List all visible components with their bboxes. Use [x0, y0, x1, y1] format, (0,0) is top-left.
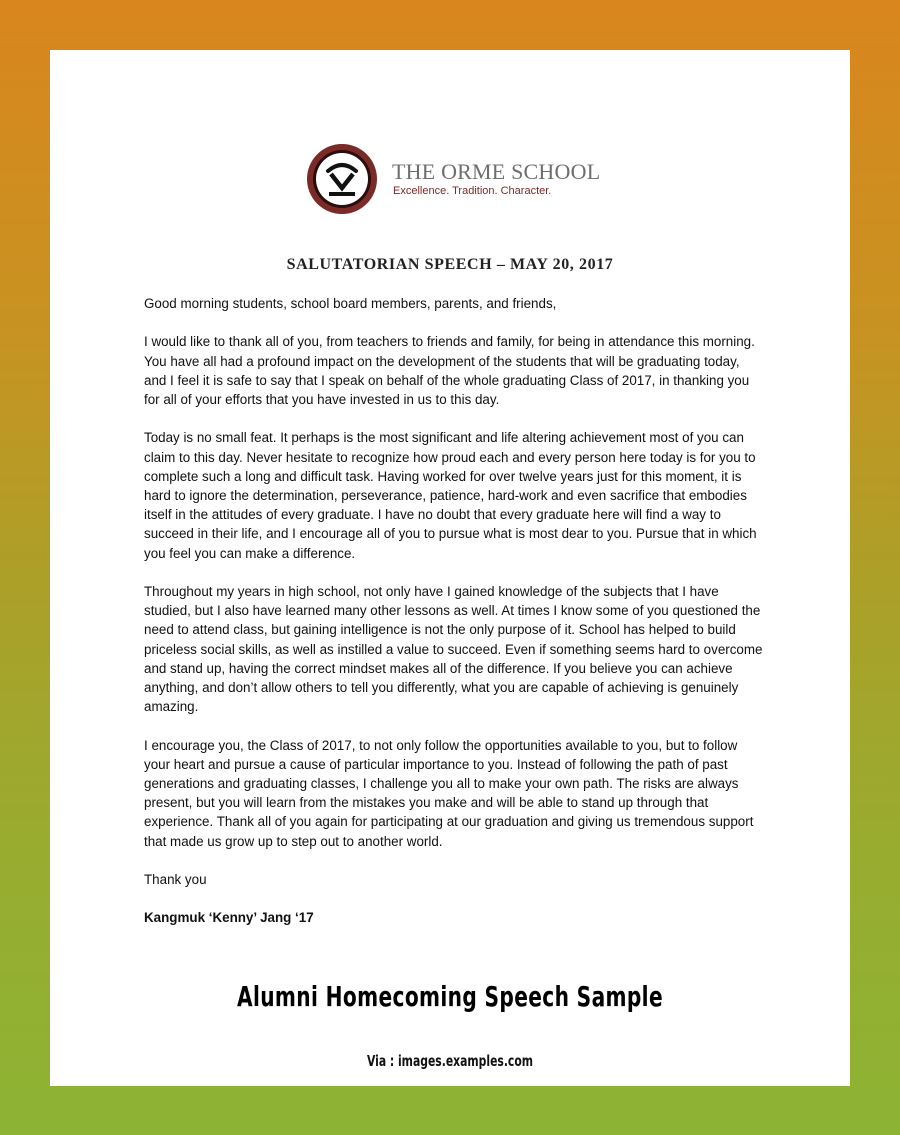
speech-body — [144, 294, 764, 947]
speech-paragraph: I encourage you, the Class of 2017, to not only follow the opportunities available to you, but to follow your heart and pursue a cause of particular importance to you. Instead of following the path of past generations and graduating classes, I challenge you all to make your own path. The risks are always present, but you will learn from the mistakes you make and will be able to stand up through that experience. Thank all of you again for participating at our graduation and giving us tremendous support that made us grow up to step out to another world. — [144, 737, 754, 849]
caption-title: Alumni Homecoming Speech Sample — [236, 980, 663, 1013]
school-name: THE ORME SCHOOL — [392, 159, 601, 184]
document-page — [50, 50, 850, 1086]
closing-line: Thank you — [144, 872, 207, 888]
speech-paragraph: Today is no small feat. It perhaps is the most significant and life altering achievement most of you can claim to this day. Never hesitate to recognize how proud each and every person here today is for you to complete such a long and difficult task. Having worked for over twelve years just for this moment, it is hard to ignore the determination, perseverance, patience, hard-work and even sacrifice that embodies itself in the attitudes of every graduate. I have no doubt that every graduate here will find a way to succeed in their life, and I encourage all of you to pursue what is most dear to you. Pursue that in which you feel you can make a difference. — [144, 430, 757, 561]
speech-paragraph: Throughout my years in high school, not only have I gained knowledge of the subjects that I have studied, but I also have learned many other lessons as well. At times I know some of you questioned the need to attend class, but gaining intelligence is not the only purpose of it. School has helped to build priceless social skills, as well as instilled a value to succeed. Even if something seems hard to overcome and stand up, having the correct mindset makes all of the difference. If you believe you can achieve anything, and don’t allow others to tell you differently, what you are capable of achieving is genuinely amazing. — [144, 584, 763, 715]
school-tagline: Excellence. Tradition. Character. — [393, 185, 552, 197]
signature: Kangmuk ‘Kenny’ Jang ‘17 — [144, 910, 314, 926]
document-title: SALUTATORIAN SPEECH – MAY 20, 2017 — [286, 256, 614, 273]
orme-emblem-icon — [306, 143, 378, 215]
source-credit: Via : images.examples.com — [366, 1052, 534, 1070]
greeting-paragraph: Good morning students, school board members, parents, and friends, — [144, 296, 557, 311]
speech-paragraph: I would like to thank all of you, from teachers to friends and family, for being in attendance this morning. You have all had a profound impact on the development of the students that will be graduating today, and I feel it is safe to say that I speak on behalf of the whole graduating Class of 2017, in thanking you for all of your efforts that you have invested in us to this day. — [144, 334, 755, 407]
school-logo — [306, 143, 606, 217]
